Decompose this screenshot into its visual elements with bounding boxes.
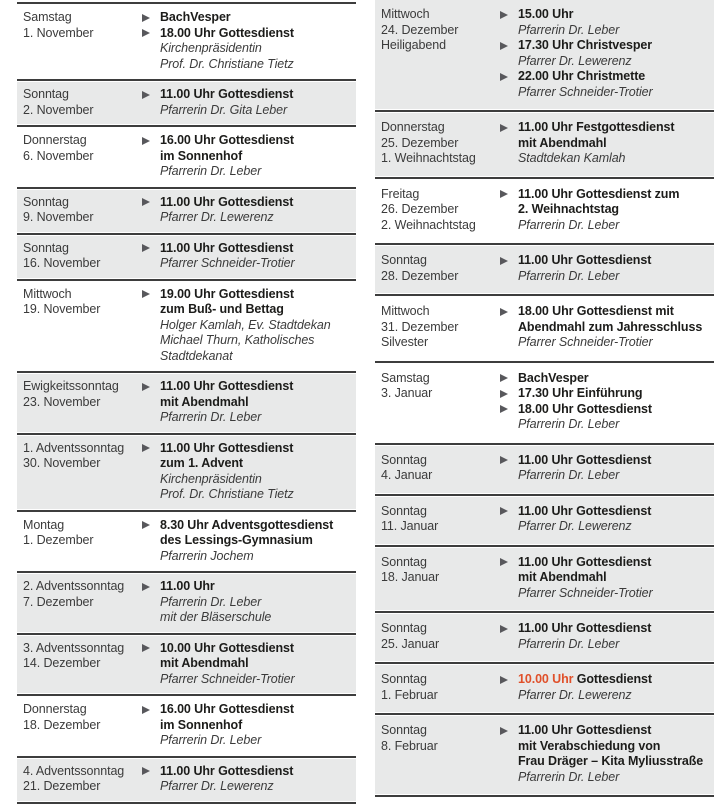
separator-rule [17,79,356,81]
entry-date-line: 3. Adventssonntag [23,640,125,655]
entry-date-line: Sonntag [23,240,69,255]
triangle-bullet-icon [500,190,508,198]
service-line-text: 18.00 Uhr Gottesdienst mit [518,304,674,318]
entry-date [381,371,500,402]
entry-date [23,133,142,164]
entry-date-line: Sonntag [381,253,427,267]
officiant-line: Pfarrerin Dr. Leber [160,594,262,609]
highlighted-time: 10.00 Uhr [518,672,574,686]
triangle-bullet-icon [500,558,508,566]
service-line-text: 11.00 Uhr Gottesdienst [518,621,652,635]
entry-date-line: Donnerstag [23,133,87,147]
entry-date [23,764,142,795]
officiant-line: Stadtdekan Kamlah [518,151,626,165]
entry-details [142,764,350,795]
entry-details [142,518,350,565]
entry-date-line: Heiligabend [381,38,446,52]
service-line-text: 11.00 Uhr Gottesdienst [160,87,294,101]
triangle-bullet-icon [500,73,508,81]
officiant-line: Pfarrer Dr. Lewerenz [518,687,632,702]
service-line [500,69,708,85]
schedule-entry [17,513,356,571]
triangle-bullet-icon [142,91,150,99]
officiant-line: mit der Bläserschule [160,610,272,624]
separator-rule [17,2,356,4]
officiant-line: Holger Kamlah, Ev. Stadtdekan [160,317,331,332]
schedule-entry [375,497,714,544]
entry-date [381,621,500,652]
officiant-line: Pfarrerin Dr. Leber [518,268,620,283]
service-continuation-line: im Sonnenhof [160,148,243,163]
service-line-text: 11.00 Uhr Gottesdienst [160,379,294,393]
entry-date-line: 2. Adventssonntag [23,579,125,593]
service-line [500,371,708,387]
service-line [142,518,350,534]
entry-date-line: 1. Dezember [23,533,94,547]
service-continuation-line: mit Abendmahl [160,394,249,409]
separator-rule [17,694,356,696]
separator-rule [375,361,714,363]
entry-date [381,120,500,167]
entry-date [23,379,142,410]
entry-date [23,518,142,549]
entry-date-line: 23. November [23,394,101,409]
triangle-bullet-icon [142,444,150,452]
triangle-bullet-icon [500,257,508,265]
separator-rule [375,494,714,496]
entry-date-line: 31. Dezember [381,319,459,334]
separator-rule [17,371,356,373]
service-continuation-line: im Sonnenhof [160,717,243,732]
entry-details [500,253,708,284]
entry-date-line: Sonntag [23,194,69,209]
separator-rule [375,243,714,245]
entry-date-line: Mittwoch [381,7,430,21]
officiant-line: Stadtdekanat [160,348,233,363]
service-line [142,10,350,26]
officiant-line: Pfarrerin Dr. Leber [518,217,620,232]
officiant-line: Michael Thurn, Katholisches [160,333,315,347]
triangle-bullet-icon [142,706,150,714]
service-continuation-line: mit Abendmahl [160,656,249,670]
service-line-text: 8.30 Uhr Adventsgottesdienst [160,517,334,532]
entry-date-line: Sonntag [381,621,427,635]
entry-date-line: 3. Januar [381,386,433,400]
service-line [142,702,350,718]
entry-date [381,504,500,535]
entry-date-line: 6. November [23,148,94,163]
schedule-entry [375,548,714,611]
officiant-line: Prof. Dr. Christiane Tietz [160,56,294,71]
triangle-bullet-icon [142,383,150,391]
entry-date-line: Sonntag [23,87,69,101]
separator-rule [375,294,714,296]
schedule-entry [375,614,714,661]
officiant-line: Pfarrerin Dr. Leber [518,22,620,37]
officiant-line: Pfarrerin Dr. Gita Leber [160,102,288,117]
schedule-entry [17,82,356,124]
schedule-entry [17,282,356,371]
service-continuation-line: Frau Dräger – Kita Myliusstraße [518,754,704,768]
service-continuation-line: zum 1. Advent [160,456,243,470]
service-line-text: 11.00 Uhr Gottesdienst [518,452,652,467]
entry-date-line: Sonntag [381,723,427,737]
entry-date [23,702,142,733]
service-line [142,241,350,257]
service-line-text: 11.00 Uhr Gottesdienst [518,723,652,737]
entry-details [142,133,350,180]
entry-details [500,120,708,167]
service-line [142,195,350,211]
entry-date [381,253,500,284]
entry-details [500,304,708,351]
separator-rule [375,611,714,613]
entry-date-line: Donnerstag [381,120,445,134]
triangle-bullet-icon [142,583,150,591]
service-line-text: Gottesdienst [573,672,652,686]
entry-date [23,241,142,272]
entry-date-line: 4. Adventssonntag [23,763,125,778]
entry-date-line: 14. Dezember [23,656,101,670]
entry-date-line: 18. Januar [381,570,440,584]
separator-rule [375,443,714,445]
schedule-entry [17,374,356,432]
service-line [142,287,350,303]
service-line [500,120,708,136]
entry-date-line: Silvester [381,335,429,349]
triangle-bullet-icon [142,14,150,22]
schedule-column-right [375,0,714,798]
entry-date-line: Donnerstag [23,702,87,716]
separator-rule [375,795,714,797]
triangle-bullet-icon [142,767,150,775]
triangle-bullet-icon [500,308,508,316]
schedule-entry [17,236,356,278]
schedule-entry [17,436,356,509]
service-line-text: 16.00 Uhr Gottesdienst [160,702,294,716]
officiant-line: Pfarrerin Dr. Leber [518,468,620,482]
service-line [500,453,708,469]
service-line-text: 18.00 Uhr Gottesdienst [518,401,652,416]
service-continuation-line: des Lessings-Gymnasium [160,533,313,547]
service-line [500,187,708,203]
separator-rule [375,662,714,664]
service-line [500,7,708,23]
entry-date-line: Mittwoch [23,286,72,301]
entry-details [142,702,350,749]
service-line-text: 18.00 Uhr Gottesdienst [160,25,294,40]
service-line [500,555,708,571]
entry-details [142,10,350,72]
triangle-bullet-icon [142,644,150,652]
entry-date [381,187,500,234]
entry-date-line: 11. Januar [381,519,439,533]
entry-date [23,579,142,610]
triangle-bullet-icon [500,676,508,684]
entry-date-line: Samstag [23,10,72,24]
entry-date-line: 18. Dezember [23,717,101,732]
separator-rule [17,433,356,435]
schedule-entry [375,246,714,293]
entry-date [381,304,500,351]
officiant-line: Pfarrer Schneider-Trotier [518,585,653,600]
officiant-line: Prof. Dr. Christiane Tietz [160,487,294,501]
service-line [500,723,708,739]
officiant-line: Pfarrer Dr. Lewerenz [518,519,632,533]
entry-date-line: Montag [23,517,65,532]
service-line [500,672,708,688]
separator-rule [17,571,356,573]
schedule-entry [375,113,714,176]
officiant-line: Pfarrerin Dr. Leber [518,417,620,431]
officiant-line: Pfarrerin Dr. Leber [160,164,262,178]
entry-date [23,641,142,672]
schedule-entry [17,697,356,755]
entry-date-line: Sonntag [381,452,427,467]
officiant-line: Pfarrerin Dr. Leber [518,636,620,651]
entry-date [23,195,142,226]
triangle-bullet-icon [142,521,150,529]
officiant-line: Pfarrer Dr. Lewerenz [518,53,632,68]
schedule-entry [17,5,356,78]
service-continuation-line: mit Abendmahl [518,135,607,150]
entry-date-line: Mittwoch [381,304,430,318]
triangle-bullet-icon [500,390,508,398]
triangle-bullet-icon [142,137,150,145]
separator-rule [17,633,356,635]
entry-details [500,621,708,652]
officiant-line: Pfarrerin Jochem [160,548,254,563]
entry-date-line: Ewigkeitssonntag [23,379,119,393]
service-line [142,26,350,42]
entry-date-line: 25. Januar [381,636,440,651]
entry-date-line: 1. Weihnachtstag [381,151,476,165]
schedule-entry [375,665,714,712]
service-line-text: 16.00 Uhr Gottesdienst [160,133,294,147]
service-line [500,402,708,418]
triangle-bullet-icon [500,507,508,515]
entry-date-line: 4. Januar [381,468,433,482]
officiant-line: Pfarrerin Dr. Leber [160,733,262,747]
schedule-entry [17,759,356,801]
triangle-bullet-icon [500,456,508,464]
entry-details [142,87,350,118]
service-line-text: 15.00 Uhr [518,7,574,21]
service-line-text: 17.30 Uhr Christvesper [518,38,652,52]
triangle-bullet-icon [142,290,150,298]
entry-date-line: 2. Weihnachtstag [381,217,476,232]
entry-details [500,371,708,433]
service-continuation-line: zum Buß- und Bettag [160,302,284,316]
service-line [142,641,350,657]
service-line-text: 19.00 Uhr Gottesdienst [160,286,294,301]
officiant-line: Pfarrer Schneider-Trotier [518,84,653,99]
triangle-bullet-icon [500,625,508,633]
entry-date [381,7,500,54]
separator-rule [375,177,714,179]
separator-rule [17,802,356,804]
service-line [142,87,350,103]
separator-rule [375,713,714,715]
entry-date-line: Samstag [381,370,430,385]
entry-details [142,441,350,503]
service-line-text: 11.00 Uhr Festgottesdienst [518,120,675,134]
entry-details [500,555,708,602]
entry-details [142,287,350,365]
schedule-entry [17,128,356,186]
schedule-entry [17,190,356,232]
entry-date-line: 7. Dezember [23,594,94,609]
entry-details [142,195,350,226]
triangle-bullet-icon [500,405,508,413]
entry-date-line: 1. Februar [381,687,438,702]
entry-date-line: 21. Dezember [23,779,101,793]
service-line [500,38,708,54]
officiant-line: Pfarrerin Dr. Leber [518,769,620,784]
service-line-text: 11.00 Uhr Gottesdienst [160,194,294,209]
entry-date-line: 24. Dezember [381,22,459,37]
triangle-bullet-icon [500,11,508,19]
schedule-entry [375,0,714,109]
separator-rule [17,125,356,127]
entry-date-line: 2. November [23,102,94,117]
schedule-entry [17,636,356,694]
entry-date-line: 28. Dezember [381,268,459,283]
officiant-line: Pfarrer Schneider-Trotier [160,671,295,686]
entry-date-line: Sonntag [381,503,427,518]
officiant-line: Kirchenpräsidentin [160,471,262,486]
schedule-column-left [17,0,356,805]
service-line [500,386,708,402]
entry-date-line: Sonntag [381,554,427,569]
officiant-line: Pfarrer Schneider-Trotier [160,256,295,270]
triangle-bullet-icon [500,124,508,132]
service-line [142,441,350,457]
service-line-text: BachVesper [160,10,231,24]
entry-date [381,453,500,484]
entry-date-line: 1. Adventssonntag [23,440,125,455]
service-continuation-line: mit Abendmahl [518,570,607,584]
entry-details [142,579,350,626]
separator-rule [375,545,714,547]
entry-date [381,555,500,586]
entry-date-line: 16. November [23,256,101,270]
separator-rule [17,187,356,189]
entry-date [23,287,142,318]
entry-date [381,672,500,703]
service-line [500,504,708,520]
entry-details [142,379,350,426]
entry-details [500,187,708,234]
entry-date [381,723,500,754]
service-line-text: 11.00 Uhr Gottesdienst zum [518,186,680,201]
entry-date-line: Freitag [381,186,420,201]
service-line [500,253,708,269]
entry-date-line: 8. Februar [381,738,438,753]
entry-details [500,453,708,484]
separator-rule [17,233,356,235]
triangle-bullet-icon [500,727,508,735]
entry-details [142,641,350,688]
officiant-line: Pfarrer Schneider-Trotier [518,335,653,349]
service-line-text: 11.00 Uhr Gottesdienst [160,763,294,778]
entry-date-line: 26. Dezember [381,202,459,216]
service-line [142,579,350,595]
service-continuation-line: 2. Weihnachtstag [518,202,619,216]
officiant-line: Kirchenpräsidentin [160,41,262,55]
entry-date-line: 19. November [23,302,101,316]
entry-details [500,7,708,100]
entry-date-line: 25. Dezember [381,135,459,150]
officiant-line: Pfarrer Dr. Lewerenz [160,210,274,224]
service-line [500,304,708,320]
triangle-bullet-icon [142,244,150,252]
triangle-bullet-icon [142,198,150,206]
service-line-text: BachVesper [518,370,589,385]
service-line-text: 11.00 Uhr [160,579,215,593]
entry-details [500,672,708,703]
service-line-text: 22.00 Uhr Christmette [518,69,646,83]
service-line-text: 11.00 Uhr Gottesdienst [160,440,294,455]
service-line-text: 11.00 Uhr Gottesdienst [518,503,652,518]
entry-details [500,723,708,785]
entry-details [500,504,708,535]
separator-rule [375,110,714,112]
officiant-line: Pfarrerin Dr. Leber [160,410,262,424]
service-continuation-line: mit Verabschiedung von [518,738,661,753]
service-line [142,764,350,780]
entry-date [23,10,142,41]
entry-date-line: 1. November [23,25,94,40]
schedule-entry [375,364,714,442]
service-line-text: 11.00 Uhr Gottesdienst [160,240,294,255]
entry-date-line: Sonntag [381,672,427,686]
officiant-line: Pfarrer Dr. Lewerenz [160,779,274,793]
entry-details [142,241,350,272]
service-line-text: 10.00 Uhr Gottesdienst [160,640,294,655]
entry-date-line: 30. November [23,456,101,470]
entry-date [23,441,142,472]
separator-rule [17,510,356,512]
schedule-entry [375,297,714,360]
service-line-text: 11.00 Uhr Gottesdienst [518,554,652,569]
service-line [500,621,708,637]
schedule-entry [375,716,714,794]
triangle-bullet-icon [500,42,508,50]
schedule-entry [375,180,714,243]
entry-date-line: 9. November [23,210,94,224]
triangle-bullet-icon [500,374,508,382]
separator-rule [17,756,356,758]
schedule-entry [375,446,714,493]
triangle-bullet-icon [142,29,150,37]
service-line-text: 17.30 Uhr Einführung [518,386,643,400]
service-line-text: 11.00 Uhr Gottesdienst [518,253,652,267]
service-line [142,133,350,149]
service-continuation-line: Abendmahl zum Jahresschluss [518,319,703,334]
entry-date [23,87,142,118]
service-line [142,379,350,395]
separator-rule [17,279,356,281]
schedule-entry [17,574,356,632]
